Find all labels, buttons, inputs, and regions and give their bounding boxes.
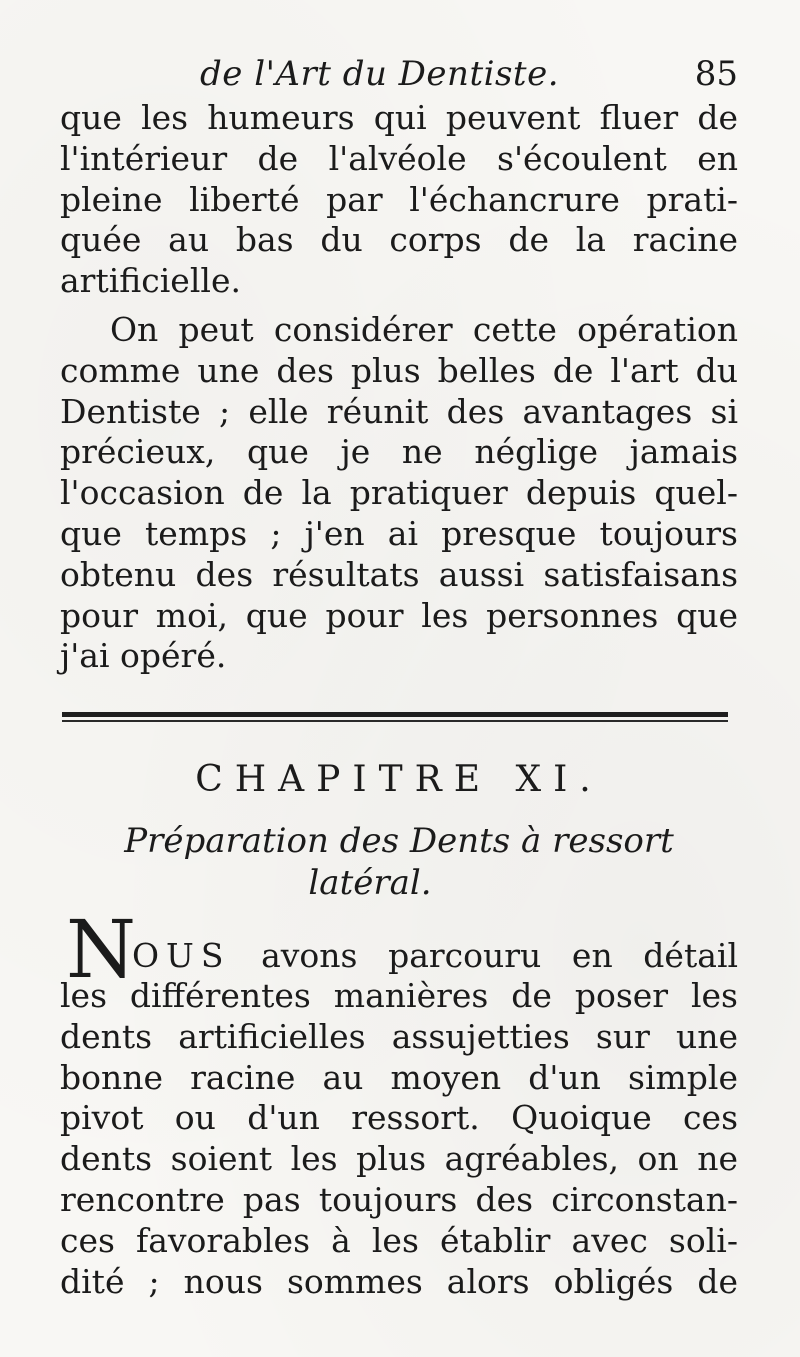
paragraph-operation [60, 310, 738, 677]
running-head [60, 44, 738, 104]
text-line: bonne racine au moyen d'un simple [60, 1057, 738, 1097]
text-line: j'ai opéré. [60, 636, 227, 676]
first-line-rest: avons parcouru en détail [261, 936, 739, 975]
text-line: pivot ou d'un ressort. Quoique ces [60, 1098, 738, 1138]
text-line: dents artificielles assujetties sur une [60, 1016, 738, 1056]
text-line: dité ; nous sommes alors obligés de [60, 1261, 738, 1301]
text-line: l'intérieur de l'alvéole s'écoulent en [60, 138, 738, 178]
drop-cap: N [66, 903, 136, 996]
text-line: pour moi, que pour les personnes que [60, 595, 738, 635]
text-line: dents soient les plus agréables, on ne [60, 1139, 738, 1179]
text-line: les différentes manières de poser les [60, 976, 738, 1015]
text-line-first [60, 910, 739, 975]
text-line: obtenu des résultats aussi satisfaisans [60, 554, 738, 594]
text-line: comme une des plus belles de l'art du [60, 350, 738, 390]
chapter-subtitle-line-2: latéral. [308, 863, 432, 903]
page-number: 85 [694, 54, 738, 94]
text-line: précieux, que je ne néglige jamais [60, 432, 738, 472]
text-line: pleine liberté par l'échancrure prati- [60, 179, 738, 219]
paragraph-chapter-opening [60, 903, 739, 1301]
text-line: artificielle. [60, 261, 241, 301]
text-line: que temps ; j'en ai presque toujours [60, 513, 738, 553]
first-word-rest: OUS [132, 936, 231, 975]
chapter-heading: CHAPITRE XI. [195, 759, 603, 800]
running-title: de l'Art du Dentiste. [200, 54, 560, 94]
chapter-divider-rule [62, 712, 728, 724]
paragraph-continuation [60, 98, 738, 302]
text-line: l'occasion de la pratiquer depuis quel- [60, 473, 738, 513]
text-line: quée au bas du corps de la racine [60, 220, 738, 260]
text-line: On peut considérer cette opération [110, 310, 738, 349]
text-line: Dentiste ; elle réunit des avantages si [60, 391, 738, 431]
text-line: ces favorables à les établir avec soli- [60, 1220, 738, 1260]
divider-thick-line [62, 712, 728, 717]
text-line: rencontre pas toujours des circonstan- [60, 1179, 738, 1219]
divider-thin-line [62, 720, 728, 722]
chapter-subtitle-line-1: Préparation des Dents à ressort [124, 821, 674, 861]
text-line: que les humeurs qui peuvent fluer de [60, 98, 738, 137]
